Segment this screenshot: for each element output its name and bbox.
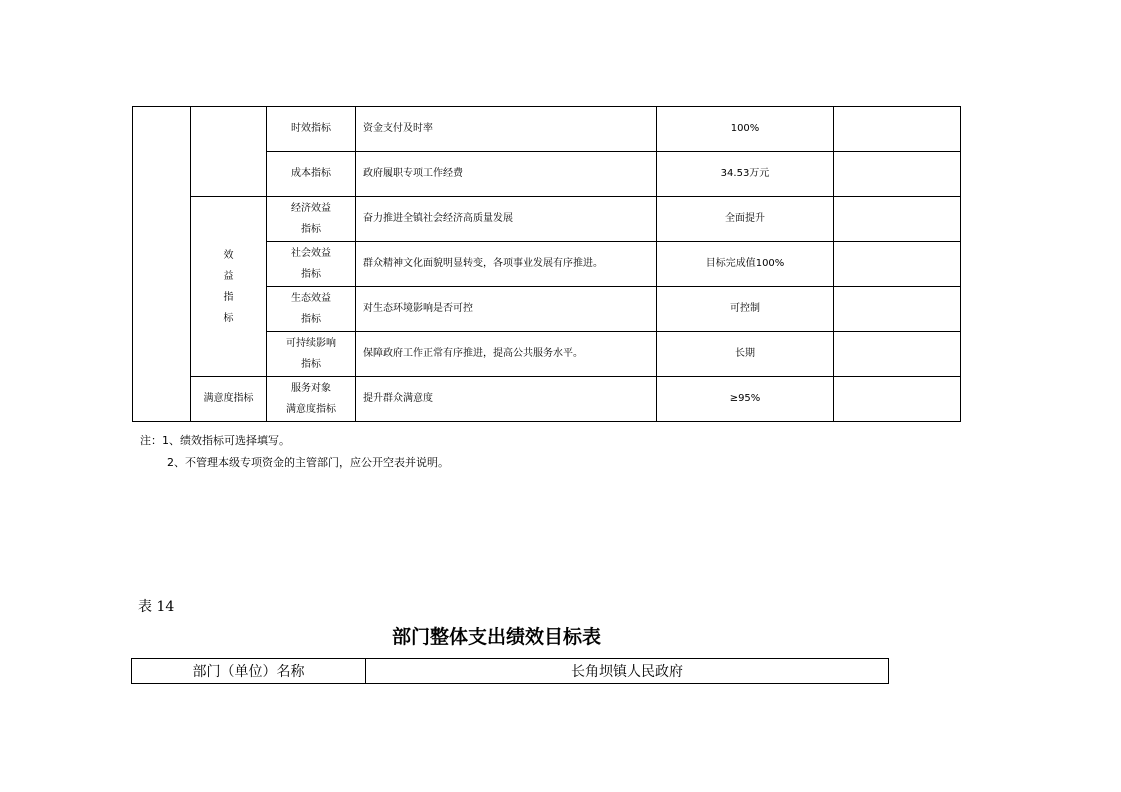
remark-cell xyxy=(834,107,961,152)
indicator-value-cell: 长期 xyxy=(657,332,834,377)
level1-cell xyxy=(133,107,191,422)
indicator-value-cell: 34.53万元 xyxy=(657,152,834,197)
remark-cell xyxy=(834,197,961,242)
indicator-content-cell: 资金支付及时率 xyxy=(356,107,657,152)
level3-cell: 经济效益 指标 xyxy=(267,197,356,242)
indicator-content-cell: 群众精神文化面貌明显转变，各项事业发展有序推进。 xyxy=(356,242,657,287)
department-name-table xyxy=(131,658,889,684)
indicator-value-cell: 可控制 xyxy=(657,287,834,332)
remark-cell xyxy=(834,152,961,197)
table-row xyxy=(133,377,961,422)
table-number: 表 14 xyxy=(138,599,175,615)
indicator-content-cell: 保障政府工作正常有序推进，提高公共服务水平。 xyxy=(356,332,657,377)
indicator-value-cell: 100% xyxy=(657,107,834,152)
indicator-content-cell: 对生态环境影响是否可控 xyxy=(356,287,657,332)
satisfaction-indicator-group-cell: 满意度指标 xyxy=(191,377,267,422)
level3-cell: 成本指标 xyxy=(267,152,356,197)
table-notes xyxy=(140,430,449,474)
level3-cell: 生态效益 指标 xyxy=(267,287,356,332)
table-row xyxy=(132,659,889,684)
indicator-content-cell: 政府履职专项工作经费 xyxy=(356,152,657,197)
note-line-2: 2、不管理本级专项资金的主管部门，应公开空表并说明。 xyxy=(167,456,449,469)
level3-cell: 可持续影响 指标 xyxy=(267,332,356,377)
indicator-value-cell: 全面提升 xyxy=(657,197,834,242)
remark-cell xyxy=(834,242,961,287)
remark-cell xyxy=(834,332,961,377)
table-row xyxy=(133,197,961,242)
level2-cell xyxy=(191,107,267,197)
remark-cell xyxy=(834,287,961,332)
indicator-value-cell: 目标完成值100% xyxy=(657,242,834,287)
level3-cell: 社会效益 指标 xyxy=(267,242,356,287)
indicator-content-cell: 提升群众满意度 xyxy=(356,377,657,422)
remark-cell xyxy=(834,377,961,422)
table-row xyxy=(133,107,961,152)
page-title: 部门整体支出绩效目标表 xyxy=(392,626,602,648)
department-label-cell: 部门（单位）名称 xyxy=(132,659,366,684)
level3-cell: 服务对象 满意度指标 xyxy=(267,377,356,422)
level3-cell: 时效指标 xyxy=(267,107,356,152)
benefit-indicator-group-cell: 效 益 指 标 xyxy=(191,197,267,377)
indicator-value-cell: ≥95% xyxy=(657,377,834,422)
indicator-content-cell: 奋力推进全镇社会经济高质量发展 xyxy=(356,197,657,242)
performance-indicator-table xyxy=(132,106,961,422)
department-value-cell: 长角坝镇人民政府 xyxy=(366,659,889,684)
note-line-1: 注：1、绩效指标可选择填写。 xyxy=(140,434,290,447)
